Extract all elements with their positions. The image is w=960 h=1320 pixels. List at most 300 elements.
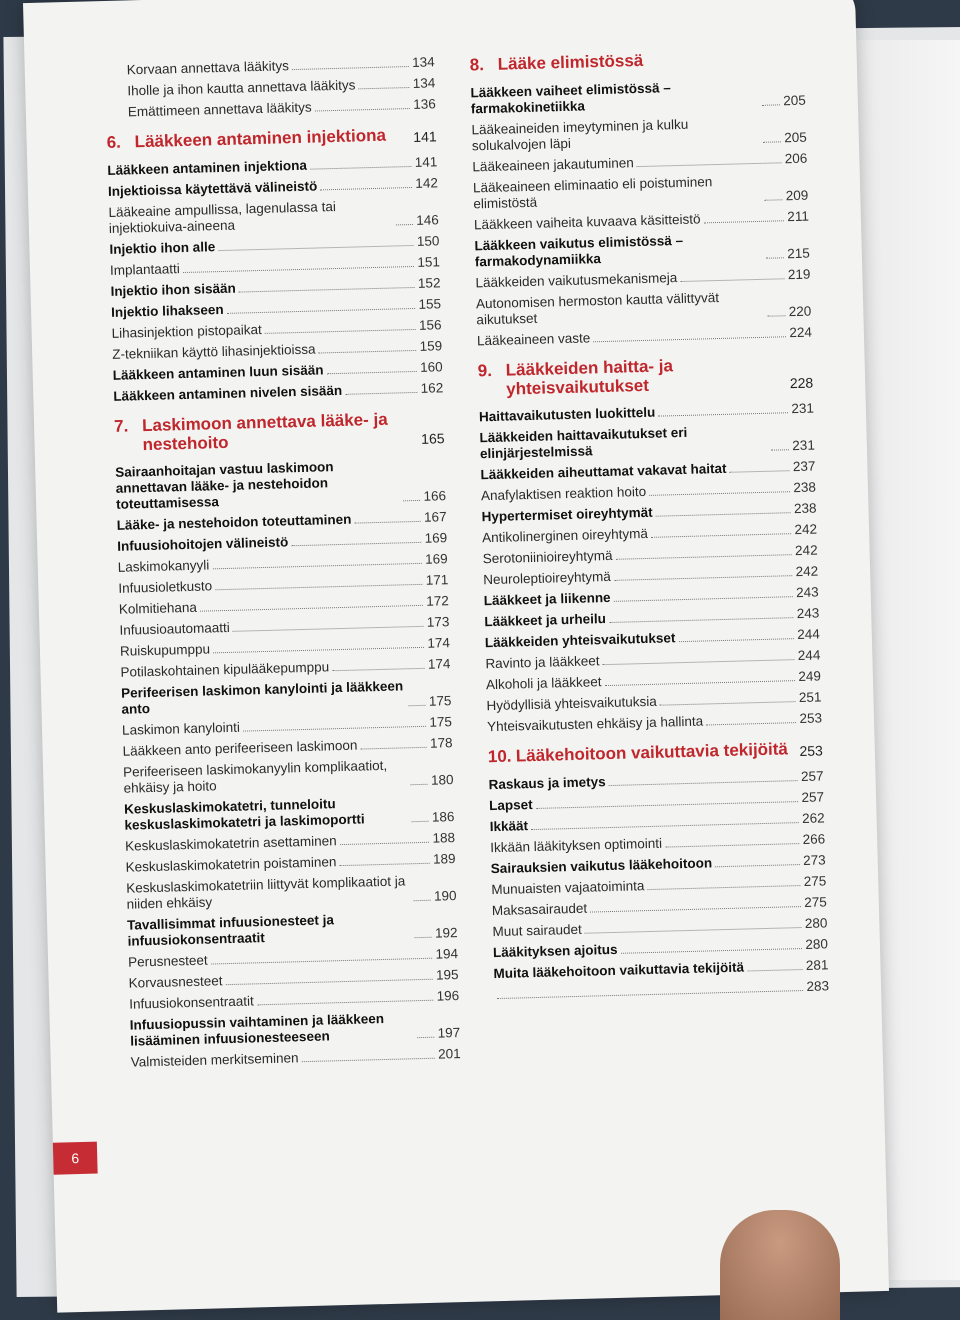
toc-entry-page: 159 xyxy=(419,338,443,354)
dot-leader xyxy=(327,371,418,374)
toc-entry xyxy=(131,1046,461,1071)
dot-leader xyxy=(340,842,430,845)
toc-entry-text: Muita lääkehoitoon vaikuttavia tekijöitä xyxy=(493,959,745,982)
dot-leader xyxy=(609,617,794,623)
dot-leader xyxy=(768,315,786,316)
toc-entry-page: 273 xyxy=(802,852,826,868)
toc-entry-page: 257 xyxy=(801,789,825,806)
page-number: 6 xyxy=(53,1142,98,1175)
chapter-title: Lääke elimistössä xyxy=(497,50,644,74)
toc-entry xyxy=(471,114,807,155)
toc-entry-page: 136 xyxy=(413,96,436,112)
toc-chapter-heading xyxy=(488,738,823,767)
dot-leader xyxy=(704,220,785,223)
toc-entry-page: 194 xyxy=(435,946,459,962)
toc-entry-text: Ikkään lääkityksen optimointi xyxy=(490,835,663,856)
toc-entry-page: 275 xyxy=(803,873,827,889)
dot-leader xyxy=(332,668,425,671)
toc-entry-page: 224 xyxy=(789,324,813,341)
toc-entry xyxy=(485,647,820,672)
toc-entry-page: 238 xyxy=(793,479,817,496)
dot-leader xyxy=(226,979,434,985)
toc-entry xyxy=(117,509,447,534)
dot-leader xyxy=(410,784,428,785)
toc-entry xyxy=(126,872,457,913)
toc-entry-text: Lääkeaine ampullissa, lagenulassa tai injektiokuiva-aineena xyxy=(108,198,337,236)
toc-entry-text: Alkoholi ja lääkkeet xyxy=(485,674,602,693)
dot-leader xyxy=(621,948,803,954)
toc-entry xyxy=(109,233,439,258)
dot-leader xyxy=(413,900,431,901)
toc-entry xyxy=(480,459,815,484)
toc-entry-text: Lääkkeet ja liikenne xyxy=(483,589,611,609)
toc-entry xyxy=(476,288,812,329)
toc-entry-page: 220 xyxy=(788,303,812,320)
toc-entry-page: 195 xyxy=(435,967,459,983)
dot-leader xyxy=(340,863,431,866)
toc-entry xyxy=(122,735,452,760)
toc-entry-text: Ikkäät xyxy=(489,818,529,835)
toc-entry-text: Haittavaikutusten luokittelu xyxy=(478,404,656,425)
chapter-number: 8. xyxy=(469,55,485,75)
toc-entry-text: Lääkkeen anto perifeeriseen laskimoon xyxy=(122,737,358,759)
toc-entry-page: 173 xyxy=(426,614,450,630)
toc-entry xyxy=(470,77,806,118)
toc-entry-text: Lääkkeen antaminen nivelen sisään xyxy=(113,382,343,404)
toc-entry xyxy=(482,522,817,547)
toc-entry-text: Implantaatti xyxy=(109,261,180,278)
dot-leader xyxy=(609,780,798,786)
toc-entry xyxy=(113,359,443,384)
toc-entry-text: Antikolinerginen oireyhtymä xyxy=(481,525,649,546)
toc-entry xyxy=(492,915,827,940)
toc-entry xyxy=(124,793,455,834)
toc-entry-text: Keskuslaskimokatetri, tunneloitu keskuslaskimokatetri ja laskimoportti xyxy=(123,796,365,833)
dot-leader xyxy=(763,141,781,142)
toc-entry-text: Infuusiopussin vaihtaminen ja lääkkeen lisääminen infuusionesteeseen xyxy=(129,1011,385,1049)
toc-entry-page: 190 xyxy=(433,888,457,904)
toc-entry-text: Korvaan annettava lääkitys xyxy=(126,58,290,78)
toc-entry-text: Perusnesteet xyxy=(127,952,208,970)
toc-entry xyxy=(491,852,826,877)
toc-entry-text: Munuaisten vajaatoiminta xyxy=(491,878,645,898)
dot-leader xyxy=(183,266,415,273)
toc-entry-page: 156 xyxy=(418,317,442,333)
toc-entry xyxy=(474,230,810,271)
toc-entry-page: 155 xyxy=(418,296,442,312)
toc-entry-text: Korvausnesteet xyxy=(128,973,223,991)
chapter-title: Laskimoon annettava lääke- ja nestehoito xyxy=(141,409,388,455)
toc-entry-text: Neuroleptioireyhtymä xyxy=(483,568,611,588)
toc-entry-page: 281 xyxy=(805,957,829,973)
toc-entry xyxy=(491,873,826,898)
dot-leader xyxy=(614,575,793,581)
toc-entry-text: Hyödyllisiä yhteisvaikutuksia xyxy=(486,693,658,714)
toc-entry xyxy=(474,209,809,234)
dot-leader xyxy=(239,287,415,293)
toc-entry-page: 192 xyxy=(434,925,458,941)
toc-entry xyxy=(479,422,815,463)
toc-entry-page: 219 xyxy=(787,266,811,283)
dot-leader xyxy=(747,969,803,971)
toc-entry xyxy=(107,154,437,179)
dot-leader xyxy=(243,726,427,732)
toc-entry-page: 275 xyxy=(804,894,827,910)
toc-entry-text: Emättimeen annettava lääkitys xyxy=(127,99,312,120)
toc-entry-page: 171 xyxy=(425,572,449,588)
dot-leader xyxy=(614,596,794,602)
toc-entry-page: 215 xyxy=(787,245,811,262)
toc-entry-text: Sairaanhoitajan vastuu laskimoon annettavan lääke- ja nestehoidon toteuttamisessa xyxy=(115,459,334,512)
toc-entry-text: Keskuslaskimokatetrin asettaminen xyxy=(124,833,337,854)
toc-entry xyxy=(123,756,454,797)
toc-entry xyxy=(108,196,439,237)
toc-entry xyxy=(125,830,455,855)
toc-entry-text: Laskimokanyyli xyxy=(117,557,210,575)
toc-entry-page: 166 xyxy=(423,488,447,504)
toc-chapter-heading xyxy=(106,124,436,153)
dot-leader xyxy=(292,66,409,70)
dot-leader xyxy=(658,412,788,416)
dot-leader xyxy=(593,336,786,342)
toc-entry xyxy=(112,338,442,363)
dot-leader xyxy=(257,1000,434,1006)
toc-entry-text: Infuusiohoitojen välineistö xyxy=(117,534,289,554)
toc-entry-text: Lääkkeen vaiheet elimistössä – farmakokinetiikka xyxy=(470,80,672,117)
toc-entry xyxy=(484,605,819,630)
toc-entry xyxy=(485,626,820,651)
toc-entry xyxy=(477,325,812,350)
toc-entry-page: 283 xyxy=(806,978,830,994)
toc-entry-page: 237 xyxy=(792,458,816,475)
toc-entry-page: 209 xyxy=(785,187,809,204)
toc-entry xyxy=(128,967,458,992)
toc-entry xyxy=(473,172,809,213)
toc-entry-page: 186 xyxy=(431,809,455,825)
toc-entry xyxy=(475,267,810,292)
toc-entry xyxy=(483,563,818,588)
toc-entry xyxy=(111,296,441,321)
toc-entry xyxy=(483,543,818,568)
dot-leader xyxy=(408,705,426,706)
toc-entry xyxy=(129,988,459,1013)
toc-entry xyxy=(110,254,440,279)
dot-leader xyxy=(358,87,409,89)
toc-entry-page: 242 xyxy=(794,521,818,538)
toc-entry xyxy=(481,480,816,505)
chapter-title: Lääkkeiden haitta- ja yhteisvaikutukset xyxy=(505,356,674,399)
toc-entry xyxy=(493,957,828,982)
toc-chapter-heading xyxy=(478,353,814,400)
toc-entry-page: 211 xyxy=(787,208,810,225)
toc-entry-text: Z-tekniikan käyttö lihasinjektioissa xyxy=(112,341,316,362)
toc-entry xyxy=(117,530,447,555)
chapter-page: 228 xyxy=(789,374,814,392)
toc-entry-page: 238 xyxy=(793,500,817,517)
toc-entry-text: Injektioissa käytettävä välineistö xyxy=(107,178,318,199)
dot-leader xyxy=(215,584,423,590)
toc-entry-text: Lääkeaineiden imeytyminen ja kulku solukalvojen läpi xyxy=(471,116,689,154)
dot-leader xyxy=(531,822,799,830)
toc-entry-page: 180 xyxy=(430,772,454,788)
toc-entry xyxy=(119,593,449,618)
toc-entry-page: 280 xyxy=(804,915,828,931)
dot-leader xyxy=(766,257,784,258)
thumb xyxy=(720,1210,840,1320)
toc-entry-text: Autonomisen hermoston kautta välittyvät aikutukset xyxy=(475,289,720,328)
dot-leader xyxy=(590,906,801,913)
toc-entry-text: Lääkeaineen eliminaatio eli poistuminen elimistöstä xyxy=(472,174,713,212)
toc-entry xyxy=(125,851,455,876)
toc-entry-text: Lääkkeiden vaikutusmekanismeja xyxy=(475,270,678,291)
toc-entry-text: Lääkkeiden aiheuttamat vakavat haitat xyxy=(480,460,727,483)
toc-entry-text: Perifeeriseen laskimokanyylin komplikaatiot, ehkäisy ja hoito xyxy=(122,757,388,796)
toc-entry-page: 253 xyxy=(799,710,823,727)
toc-entry-text: Lääkkeen vaiheita kuvaava käsitteistö xyxy=(473,211,701,233)
toc-entry xyxy=(113,380,443,405)
chapter-number: 9. xyxy=(477,360,493,381)
toc-entry xyxy=(490,831,825,856)
toc-entry-text: Keskuslaskimokatetrin poistaminen xyxy=(125,854,337,875)
toc-entry xyxy=(479,401,814,426)
dot-leader xyxy=(310,166,412,170)
toc-entry xyxy=(484,584,819,609)
chapter-page: 253 xyxy=(799,742,824,760)
toc-entry xyxy=(472,151,807,176)
dot-leader xyxy=(660,701,796,706)
dot-leader xyxy=(213,647,424,654)
chapter-number: 6. xyxy=(106,132,122,152)
toc-entry-page: 243 xyxy=(796,605,820,622)
dot-leader xyxy=(411,821,429,822)
dot-leader xyxy=(680,278,785,282)
toc-entry-page: 266 xyxy=(802,831,826,847)
chapter-page: 141 xyxy=(413,128,437,145)
chapter-title: Lääkkeen antaminen injektiona xyxy=(134,125,387,152)
toc-entry-page: 142 xyxy=(415,175,439,191)
dot-leader xyxy=(291,542,421,546)
dot-leader xyxy=(665,843,800,848)
toc-entry-text: Lapset xyxy=(488,797,533,814)
dot-leader xyxy=(227,308,416,314)
toc-entry-text: Hypertermiset oireyhtymät xyxy=(481,504,653,525)
toc-entry-page: 206 xyxy=(784,150,808,167)
dot-leader xyxy=(764,199,782,200)
toc-entry-page: 146 xyxy=(416,212,440,228)
toc-entry-page: 243 xyxy=(795,584,819,601)
toc-entry xyxy=(493,936,828,961)
toc-entry-text: Infuusioautomaatti xyxy=(119,619,230,638)
toc-entry-page: 231 xyxy=(791,400,815,417)
toc-entry xyxy=(118,572,448,597)
toc-entry xyxy=(488,768,823,793)
toc-entry-text: Serotoniinioireyhtymä xyxy=(482,547,613,567)
toc-entry-page: 175 xyxy=(429,714,453,730)
toc-entry-page: 167 xyxy=(423,509,447,525)
toc-entry xyxy=(127,909,458,950)
toc-entry-text: Infuusiokonsentraatit xyxy=(129,993,254,1012)
dot-leader xyxy=(497,990,803,999)
toc-entry-text: Lihasinjektion pistopaikat xyxy=(111,321,262,341)
toc-entry-page: 251 xyxy=(798,689,822,706)
toc-entry-text: Maksasairaudet xyxy=(491,900,588,919)
dot-leader xyxy=(315,108,411,112)
dot-leader xyxy=(616,554,793,560)
toc-entry-page: 201 xyxy=(437,1046,461,1062)
toc-entry xyxy=(489,789,824,814)
toc-entry-page: 188 xyxy=(432,830,456,846)
toc-entry xyxy=(128,946,458,971)
chapter-number: 10. xyxy=(487,746,512,767)
book-page xyxy=(23,0,889,1313)
dot-leader xyxy=(233,626,424,632)
dot-leader xyxy=(603,659,795,665)
toc-entry-text: Lääkkeen vaikutus elimistössä – farmakodynamiikka xyxy=(474,232,684,270)
toc-entry-text: Kolmitiehana xyxy=(118,599,198,617)
toc-entry-text: Lääkeaineen jakautuminen xyxy=(472,155,634,175)
toc-entry-text: Raskaus ja imetys xyxy=(488,774,606,793)
toc-entry-text: Lääkkeiden yhteisvaikutukset xyxy=(484,630,676,651)
toc-entry xyxy=(130,1009,461,1050)
toc-entry xyxy=(494,978,829,1003)
toc-entry-page: 152 xyxy=(417,275,441,291)
dot-leader xyxy=(403,500,421,501)
dot-leader xyxy=(679,638,795,642)
toc-entry-page: 196 xyxy=(436,988,460,1004)
toc-entry-page: 231 xyxy=(792,437,816,454)
toc-entry-page: 160 xyxy=(419,359,443,375)
toc-entry-page: 280 xyxy=(805,936,829,952)
toc-entry-page: 172 xyxy=(426,593,449,609)
dot-leader xyxy=(396,224,414,225)
toc-entry-text: Lääkkeet ja urheilu xyxy=(484,611,607,630)
toc-entry-text: Muut sairaudet xyxy=(492,921,582,940)
toc-entry-page: 178 xyxy=(429,735,453,751)
dot-leader xyxy=(345,392,418,395)
toc-entry xyxy=(486,689,821,714)
toc-entry-text: Injektio ihon sisään xyxy=(110,280,237,299)
toc-right-column xyxy=(469,35,829,1008)
toc-entry xyxy=(122,714,452,739)
dot-leader xyxy=(730,470,790,473)
toc-entry-page: 174 xyxy=(427,635,451,651)
dot-leader xyxy=(361,747,428,750)
toc-entry xyxy=(115,456,446,513)
dot-leader xyxy=(656,512,791,517)
toc-entry-page: 134 xyxy=(411,54,435,70)
toc-entry-text: Perifeerisen laskimon kanylointi ja lääkkeen anto xyxy=(120,678,404,717)
dot-leader xyxy=(320,187,412,190)
toc-entry-text: Potilaskohtainen kipulääkepumppu xyxy=(120,659,330,680)
toc-entry xyxy=(108,175,438,200)
dot-leader xyxy=(212,563,422,569)
dot-leader xyxy=(605,680,796,686)
toc-chapter-heading xyxy=(470,47,805,76)
dot-leader xyxy=(762,104,780,105)
toc-entry xyxy=(127,75,435,99)
toc-entry xyxy=(120,635,450,660)
toc-entry-text: Lääkkeen antaminen injektiona xyxy=(107,157,308,178)
chapter-number: 7. xyxy=(113,416,129,436)
toc-entry-text: Sairauksien vaikutus lääkehoitoon xyxy=(490,855,713,877)
toc-entry xyxy=(119,614,449,639)
chapter-page: 165 xyxy=(420,430,445,447)
toc-entry xyxy=(481,501,816,526)
dot-leader xyxy=(651,533,792,538)
toc-entry-page: 134 xyxy=(412,75,436,91)
toc-entry-page: 249 xyxy=(798,668,822,685)
dot-leader xyxy=(649,491,790,496)
dot-leader xyxy=(319,350,417,354)
toc-entry-page: 197 xyxy=(437,1025,461,1041)
dot-leader xyxy=(200,605,423,612)
dot-leader xyxy=(647,885,800,890)
dot-leader xyxy=(211,958,433,965)
toc-entry-page: 244 xyxy=(797,626,820,643)
toc-entry xyxy=(128,96,436,120)
toc-entry xyxy=(118,551,448,576)
dot-leader xyxy=(715,864,800,867)
chapter-title: Lääkehoitoon vaikuttavia tekijöitä xyxy=(515,739,789,766)
toc-entry-text: Injektio lihakseen xyxy=(110,301,224,320)
toc-entry-text: Keskuslaskimokatetriin liittyvät komplikaatiot ja niiden ehkäisy xyxy=(126,873,406,912)
toc-entry-text: Ravinto ja lääkkeet xyxy=(485,653,600,672)
dot-leader xyxy=(771,449,789,450)
dot-leader xyxy=(706,722,796,725)
toc-entry-text: Lääkkeiden haittavaikutukset eri elinjärjestelmissä xyxy=(479,424,688,462)
toc-entry-text: Yhteisvaikutusten ehkäisy ja hallinta xyxy=(486,713,704,735)
toc-entry-page: 242 xyxy=(795,563,819,580)
toc-entry-page: 150 xyxy=(416,233,440,249)
toc-entry-text: Lääke- ja nestehoidon toteuttaminen xyxy=(116,511,352,533)
toc-entry-page: 169 xyxy=(424,530,448,546)
toc-chapter-heading xyxy=(114,408,445,455)
toc-entry-text: Laskimon kanylointi xyxy=(121,719,241,738)
dot-leader xyxy=(585,927,802,934)
toc-entry-text: Iholle ja ihon kautta annettava lääkitys xyxy=(127,77,356,99)
toc-entry-page: 151 xyxy=(417,254,441,270)
toc-entry-text: Ruiskupumppu xyxy=(119,641,211,659)
toc-entry xyxy=(111,317,441,342)
toc-entry-page: 175 xyxy=(428,693,452,709)
toc-entry-text: Tavallisimmat infuusionesteet ja infuusiokonsentraatit xyxy=(126,912,335,949)
toc-entry-page: 244 xyxy=(797,647,821,664)
dot-leader xyxy=(302,1058,436,1062)
dot-leader xyxy=(536,801,799,809)
toc-entry-page: 162 xyxy=(420,380,444,396)
toc-entry xyxy=(127,54,435,78)
toc-left-column xyxy=(105,54,461,1075)
dot-leader xyxy=(417,1037,435,1038)
toc-entry xyxy=(486,668,821,693)
toc-entry-text: Anafylaktisen reaktion hoito xyxy=(480,483,647,504)
toc-entry-page: 174 xyxy=(427,656,451,672)
toc-entry xyxy=(492,894,827,919)
toc-entry xyxy=(110,275,440,300)
toc-entry-page: 141 xyxy=(414,154,438,170)
toc-entry-text: Valmisteiden merkitseminen xyxy=(130,1050,299,1070)
dot-leader xyxy=(265,329,416,334)
toc-entry xyxy=(120,656,450,681)
toc-entry-page: 189 xyxy=(432,851,456,867)
toc-entry xyxy=(121,677,452,718)
toc-entry xyxy=(487,710,822,735)
toc-entry-page: 262 xyxy=(801,810,825,826)
toc-entry-text: Lääkityksen ajoitus xyxy=(492,941,618,961)
toc-entry xyxy=(490,810,825,835)
toc-entry-text: Injektio ihon alle xyxy=(109,239,216,257)
toc-entry-page: 257 xyxy=(800,768,824,785)
